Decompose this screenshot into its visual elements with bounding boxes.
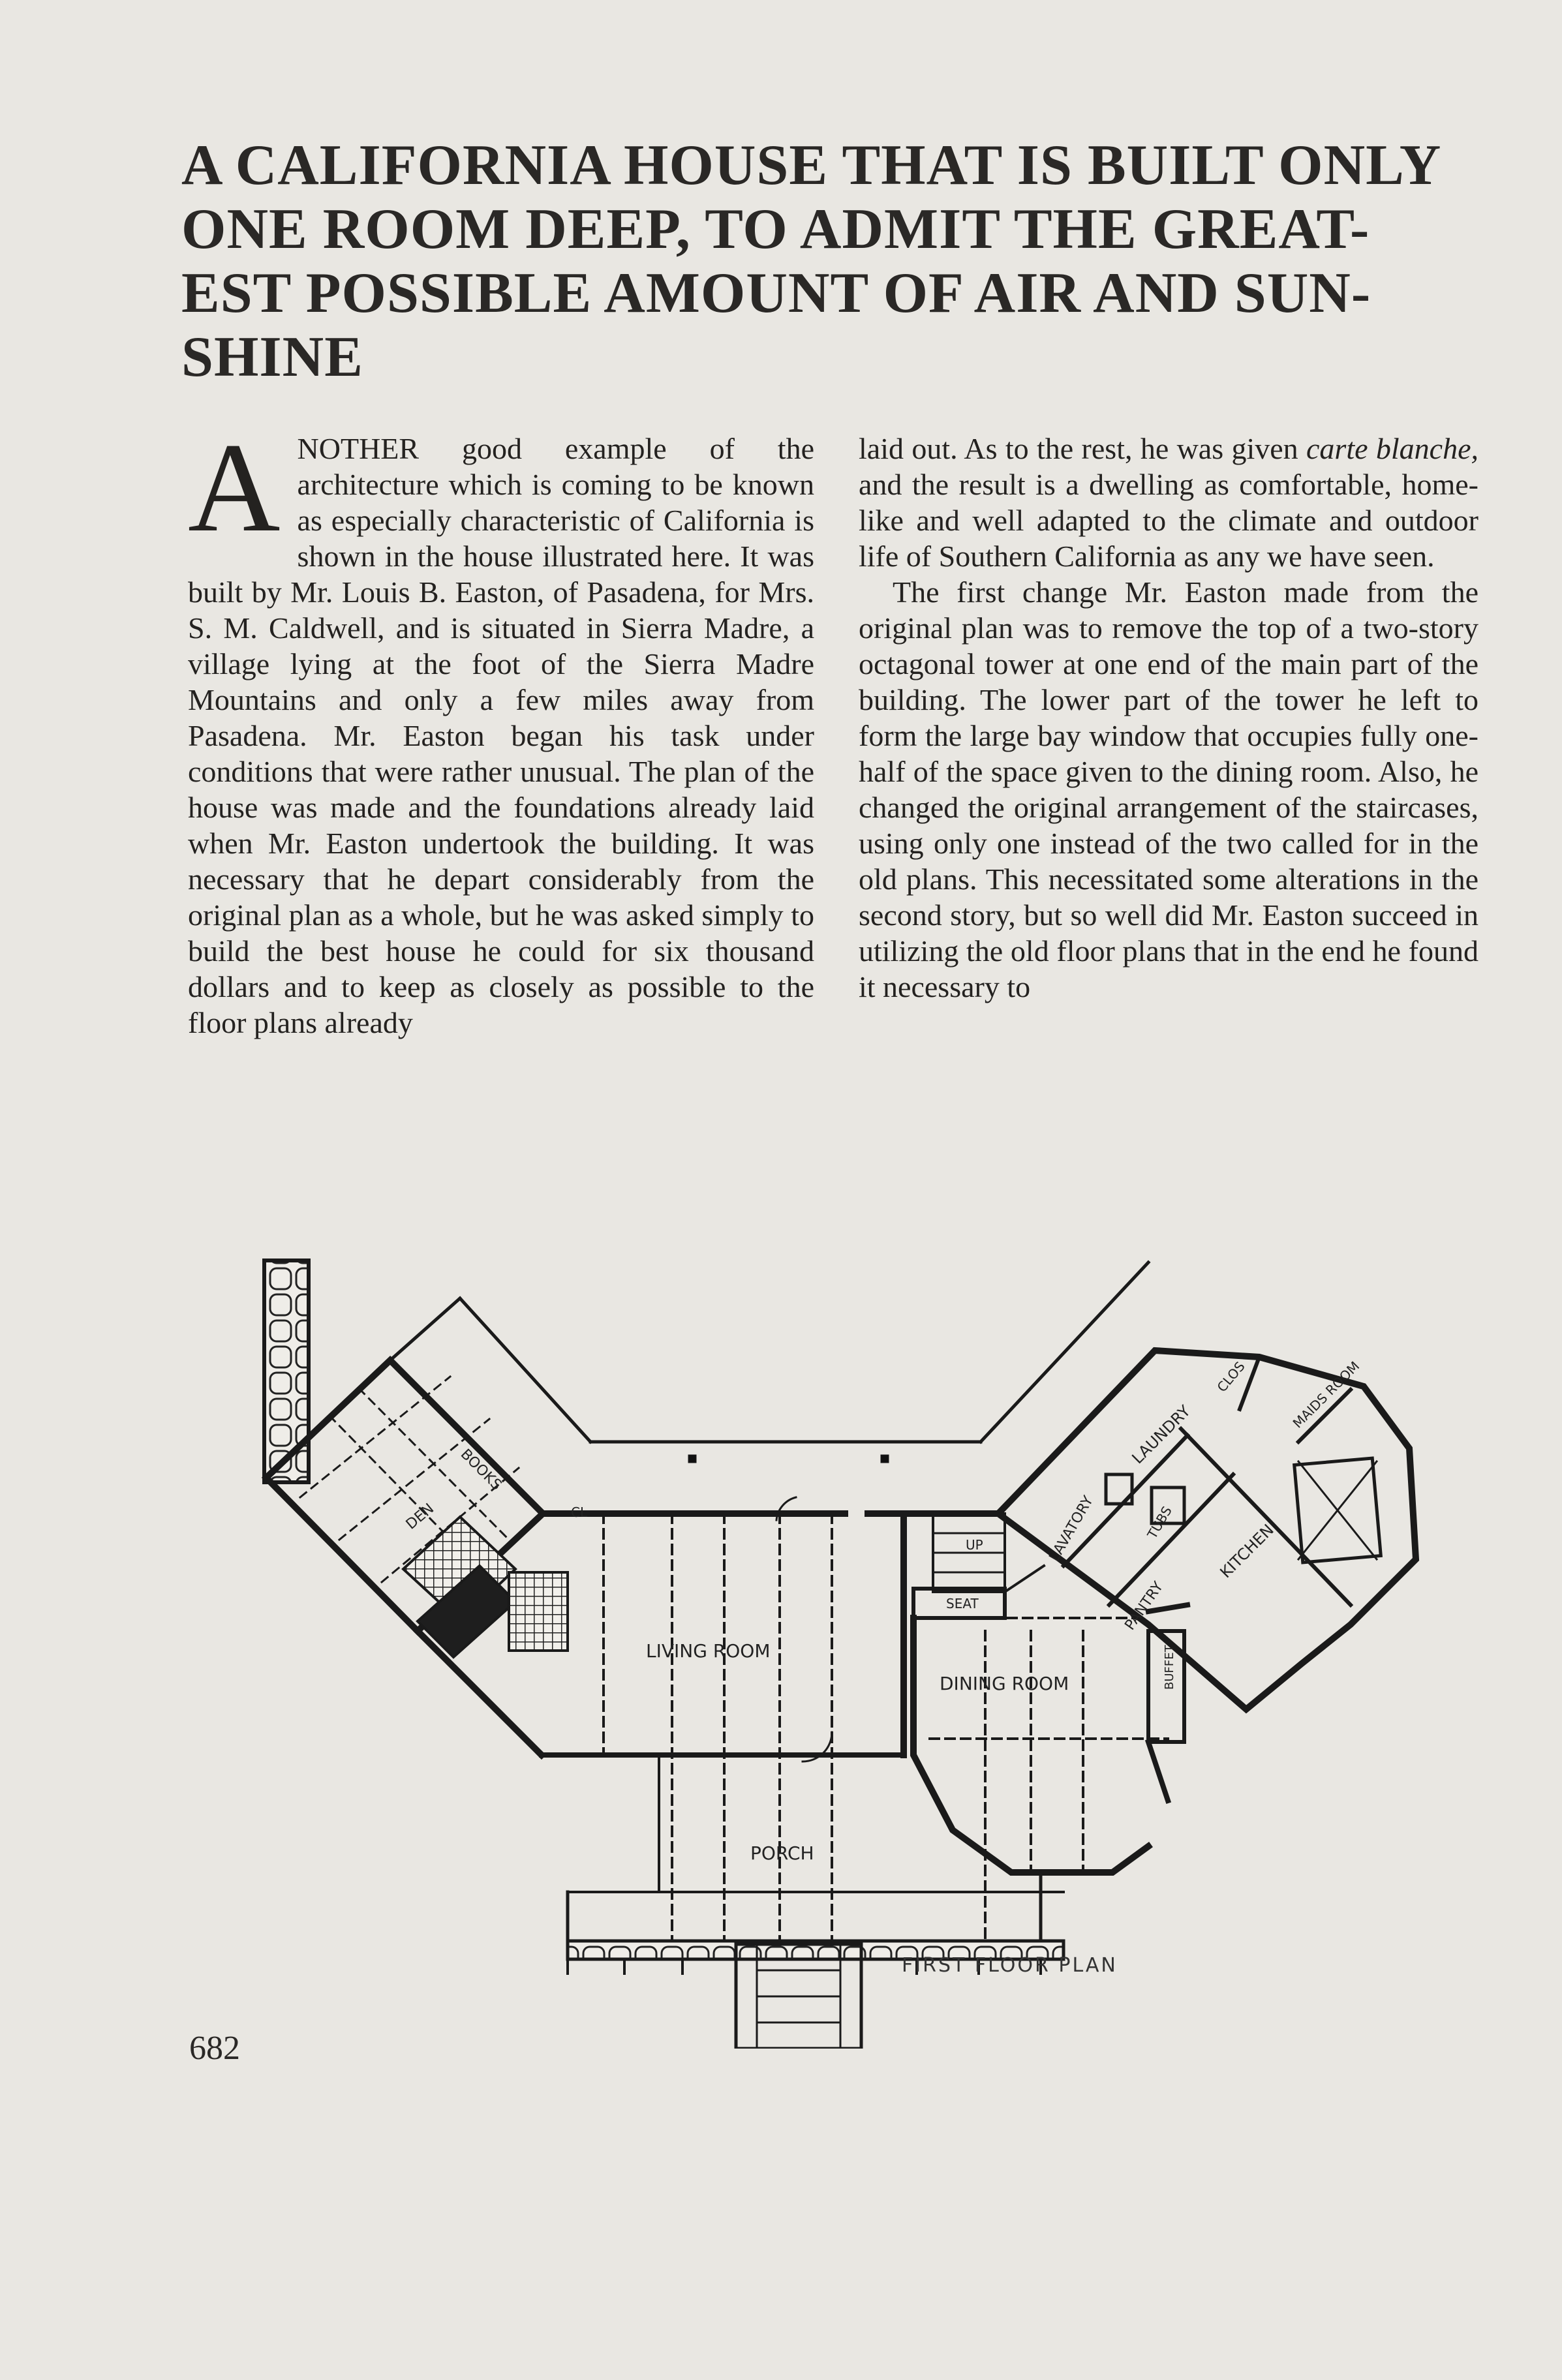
label-maids-room: MAIDS ROOM <box>1289 1358 1363 1431</box>
title-line: ONE ROOM DEEP, TO ADMIT THE GREAT- <box>181 198 1370 261</box>
title-line: A CALIFORNIA HOUSE THAT IS BUILT ONLY <box>181 134 1442 197</box>
text-column-right <box>859 431 1478 1005</box>
label-pantry: PANTRY <box>1122 1579 1167 1634</box>
paragraph-continuation <box>859 431 1478 574</box>
floor-plan-illustration <box>241 1240 1442 2049</box>
label-up: UP <box>966 1537 983 1553</box>
paragraph-text: NOTHER good example of the architecture which is coming to be known as especially characteristic of California is shown in the house illustrated here. It was built by Mr. Louis B. Easton, of Pasadena, for Mrs. S. M. Caldwell, and is situated in Sierra Madre, a village lying at the foot of the Sierra Madre Mountains and only a few miles away from Pasadena. Mr. Easton began his task under conditions that were rather unusual. The plan of the house was made and the foundations already laid when Mr. Easton undertook the building. It was necessary that he depart considerably from the original plan as a whole, but he was asked simply to build the best house he could for six thousand dollars and to keep as closely as possible to the floor plans already <box>188 432 814 1039</box>
label-den: DEN <box>403 1501 438 1533</box>
chimney <box>264 1260 309 1482</box>
label-porch: PORCH <box>750 1842 814 1864</box>
label-lavatory: LAVATORY <box>1046 1493 1097 1564</box>
label-kitchen: KITCHEN <box>1216 1520 1278 1582</box>
label-seat: SEAT <box>946 1596 979 1611</box>
page-number: 682 <box>189 2030 240 2067</box>
label-living-room: LIVING ROOM <box>646 1640 771 1662</box>
title-line: SHINE <box>181 326 363 389</box>
floor-plan-caption: FIRST FLOOR PLAN <box>902 1954 1118 1977</box>
label-books: BOOKS <box>457 1446 505 1494</box>
paragraph-text: laid out. As to the rest, he was given <box>859 432 1307 465</box>
paragraph: The first change Mr. Easton made from the original plan was to remove the top of a two-story octagonal tower at one end of the main part of the building. The lower part of the tower he left to form the large bay window that occupies fully one-half of the space given to the dining room. Also, he changed the original arrangement of the staircases, using only one instead of the two called for in the old plans. This necessitated some alterations in the second story, but so well did Mr. Easton succeed in utilizing the old floor plans that in the end he found it necessary to <box>859 575 1478 1003</box>
text-column-left <box>188 417 814 1041</box>
label-dining-room: DINING ROOM <box>940 1673 1069 1694</box>
floor-plan-drawing <box>241 1240 1442 2049</box>
title-line: EST POSSIBLE AMOUNT OF AIR AND SUN- <box>181 262 1371 325</box>
label-buffet: BUFFET <box>1163 1645 1176 1690</box>
drop-cap: A <box>188 417 281 558</box>
label-laundry: LAUNDRY <box>1128 1401 1194 1468</box>
paragraph-text: and the result is a dwelling as comfortable, home-like and well adapted to the climate and outdoor life of Southern California as any we have seen. <box>859 468 1478 573</box>
italic-phrase: carte blanche, <box>1306 432 1478 465</box>
article-title <box>181 134 1480 389</box>
label-tubs: TUBS <box>1144 1503 1175 1542</box>
paragraph <box>188 417 814 1041</box>
label-clos: CLOS <box>1214 1358 1248 1396</box>
label-cl: CL <box>571 1504 588 1520</box>
